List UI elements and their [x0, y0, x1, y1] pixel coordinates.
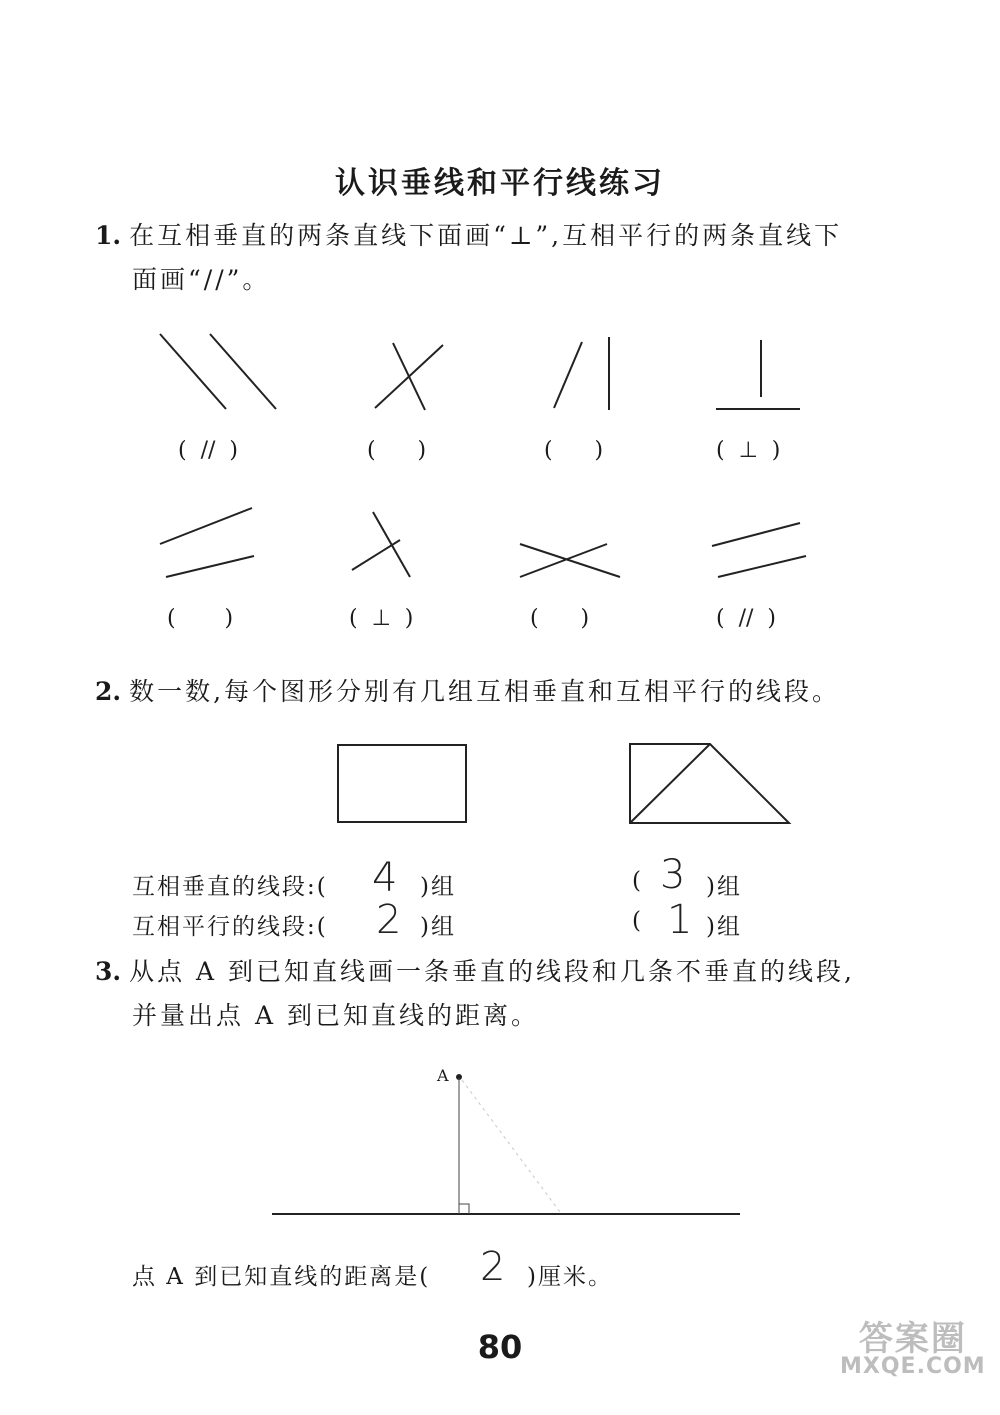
watermark-logo: [840, 1319, 986, 1381]
answer-blank-7[interactable]: ( ): [530, 606, 590, 631]
trapezoid-diagonal: [630, 744, 710, 823]
answer-blank-6[interactable]: ( ⊥ ): [349, 606, 414, 631]
lines-figure-3a: [554, 342, 582, 408]
watermark-line-1: 答案圈: [858, 1319, 967, 1359]
distance-answer-value[interactable]: 2: [480, 1244, 506, 1290]
lines-figure-5a: [160, 508, 252, 544]
watermark-line-2: MXQE.COM: [840, 1354, 986, 1379]
crossing-lines-figure-6b: [352, 540, 400, 570]
answer-blank-5[interactable]: ( ): [167, 606, 234, 631]
answer-blank-4[interactable]: ( ⊥ ): [716, 438, 781, 463]
question-1-line1: 在互相垂直的两条直线下面画“⊥”,互相平行的两条直线下: [129, 221, 843, 250]
question-3-text: [95, 952, 855, 992]
question-3-line1: 从点 A 到已知直线画一条垂直的线段和几条不垂直的线段,: [129, 957, 856, 986]
question-3-text-cont: 并量出点 A 到已知直线的距离。: [132, 1001, 539, 1030]
slanted-segment-faint: [462, 1080, 560, 1212]
parallel-lines-figure-8b: [718, 556, 806, 577]
question-1-text-cont: 面画“//”。: [132, 265, 271, 294]
point-a-label: A: [437, 1066, 449, 1085]
question-2-text: [95, 672, 840, 712]
distance-answer-prefix: 点 A 到已知直线的距离是(: [132, 1264, 431, 1290]
parallel-lines-figure-1b: [210, 334, 276, 409]
distance-answer-suffix: )厘米。: [527, 1264, 613, 1290]
lines-figure-5b: [166, 556, 254, 577]
unit-group: )组: [706, 914, 742, 940]
open-paren: (: [632, 868, 643, 894]
question-2-line: 数一数,每个图形分别有几组互相垂直和互相平行的线段。: [129, 677, 841, 706]
trapezoid-parallel-answer[interactable]: 1: [667, 897, 693, 943]
rect-parallel-answer[interactable]: 2: [376, 897, 402, 943]
parallel-count-label: 互相平行的线段:(: [132, 914, 328, 940]
trapezoid-perpendicular-answer[interactable]: 3: [660, 852, 686, 898]
right-trapezoid-shape: [630, 744, 789, 823]
question-number: 3.: [95, 957, 122, 986]
unit-group: )组: [420, 914, 456, 940]
answer-blank-3[interactable]: ( ): [544, 438, 604, 463]
rectangle-shape: [338, 745, 466, 822]
page-number: 80: [477, 1328, 523, 1366]
open-paren: (: [632, 908, 643, 934]
parallel-lines-figure-8a: [712, 523, 800, 546]
answer-blank-2[interactable]: ( ): [367, 438, 427, 463]
unit-group: )组: [420, 874, 456, 900]
rect-perpendicular-answer[interactable]: 4: [372, 855, 398, 901]
page-title: 认识垂线和平行线练习: [335, 166, 665, 201]
unit-group: )组: [706, 874, 742, 900]
question-number: 1.: [95, 221, 122, 250]
question-number: 2.: [95, 677, 122, 706]
crossing-lines-figure-2b: [375, 345, 443, 408]
right-angle-mark: [459, 1204, 469, 1214]
perpendicular-count-label: 互相垂直的线段:(: [132, 874, 328, 900]
parallel-lines-figure-1a: [160, 334, 226, 409]
answer-blank-8[interactable]: ( // ): [716, 606, 776, 631]
answer-blank-1[interactable]: ( // ): [178, 438, 238, 463]
